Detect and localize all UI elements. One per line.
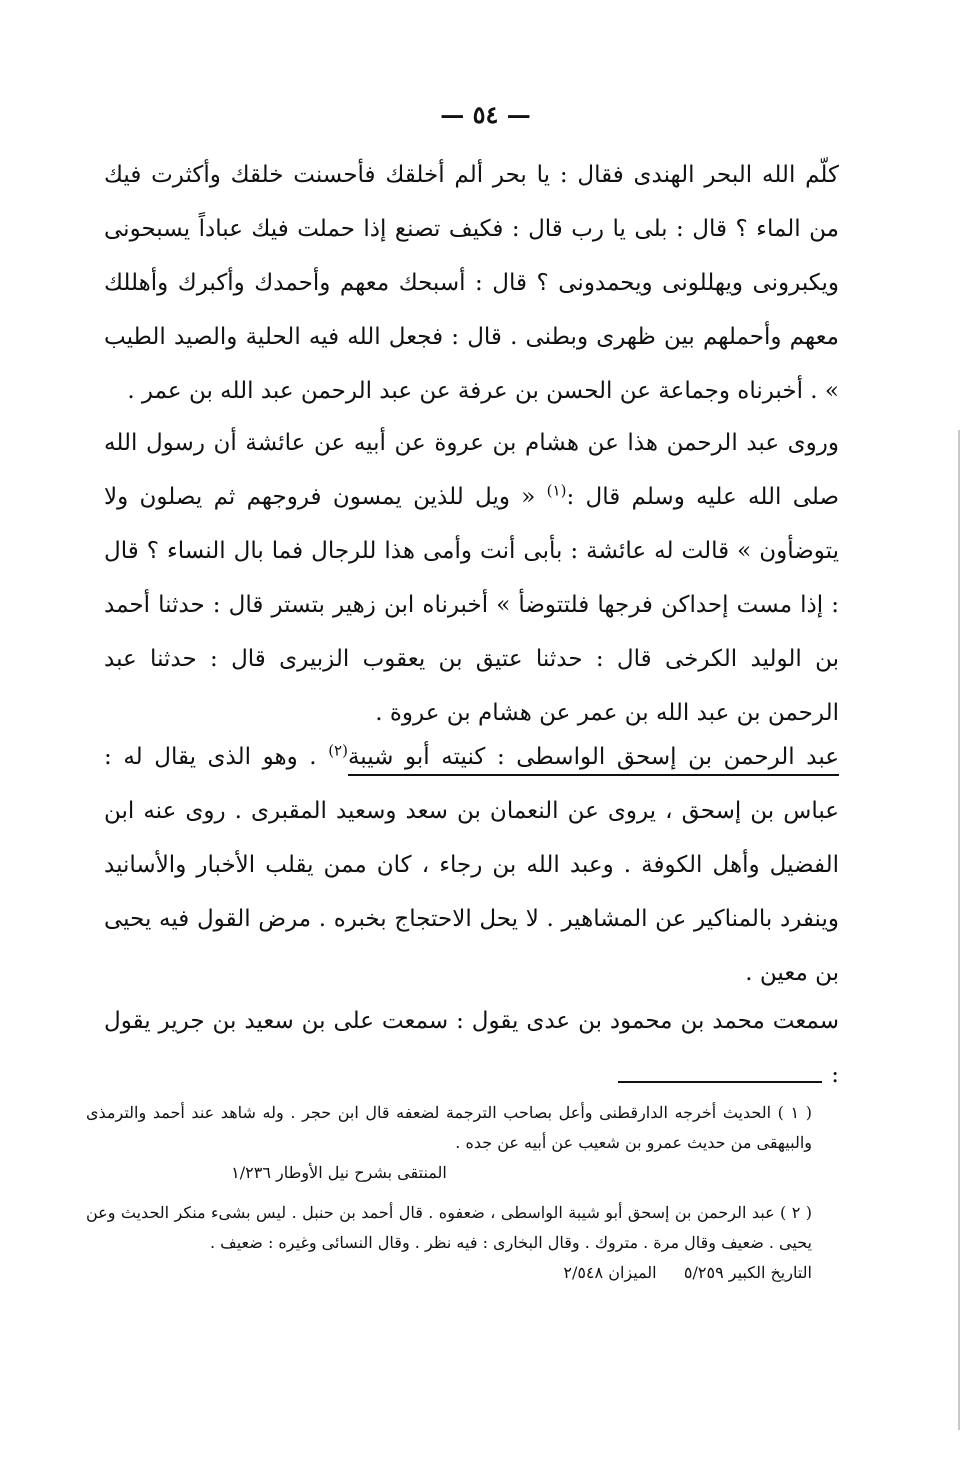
paragraph-aisha-hadith bbox=[104, 416, 839, 740]
footnotes bbox=[86, 1098, 812, 1288]
biography-entry bbox=[104, 730, 839, 1000]
footnote-ref-2: (٢) bbox=[328, 741, 348, 760]
paragraph-sea-hadith bbox=[104, 148, 839, 418]
entry-body bbox=[104, 730, 839, 1000]
paragraph-text-before-ref: وروى عبد الرحمن هذا عن هشام بن عروة عن أبيه عن عائشة أن رسول الله صلى الله عليه وسلم قال : bbox=[104, 430, 840, 510]
footnote-separator bbox=[618, 1081, 822, 1083]
footnote-ref-1: (١) bbox=[546, 481, 567, 500]
footnote-2-reference-a: التاريخ الكبير ٥/٢٥٩ bbox=[683, 1263, 812, 1282]
footnote-2-references bbox=[86, 1258, 812, 1288]
paragraph-isnad bbox=[104, 994, 839, 1102]
footnote-2-reference-b: الميزان ٢/٥٤٨ bbox=[563, 1263, 657, 1282]
paragraph-text: كلّم الله البحر الهندى فقال : يا بحر ألم أخلقك فأحسنت خلقك وأكثرت فيك من الماء ؟ قال : بلى يا رب قال : فكيف تصنع إذا حملت فيك عباداً يسبحونى ويكبرونى ويهللونى ويحمدونى ؟ قال : أسبحك معهم وأحمدك وأكبرك وأهللك معهم وأحملهم بين ظهرى وبطنى . قال : فجعل الله فيه الحلية والصيد الطيب » . أخبرناه وجماعة عن الحسن بن عرفة عن عبد الرحمن عبد الله بن عمر . bbox=[104, 162, 839, 404]
reference-spacer bbox=[669, 1263, 684, 1282]
footnote-1-text: ( ١ ) الحديث أخرجه الدارقطنى وأعل بصاحب الترجمة لضعفه قال ابن حجر . وله شاهد عند أحمد والترمذى والبيهقى من حديث عمرو بن شعيب عن أبيه عن جده . bbox=[86, 1103, 813, 1152]
paragraph-text: سمعت محمد بن محمود بن عدى يقول : سمعت على بن سعيد بن جرير يقول : bbox=[104, 1008, 839, 1088]
paragraph-text-after-ref: « ويل للذين يمسون فروجهم ثم يصلون ولا يتوضأون » قالت له عائشة : بأبى أنت وأمى هذا للرجال فما بال النساء ؟ قال : إذا مست إحداكن فرجها فلتتوضأ » أخبرناه ابن زهير بتستر قال : حدثنا أحمد بن الوليد الكرخى قال : حدثنا عتيق بن يعقوب الزبيرى قال : حدثنا عبد الرحمن بن عبد الله بن عمر عن هشام بن عروة . bbox=[104, 484, 839, 726]
entry-heading: عبد الرحمن بن إسحق الواسطى : كنيته أبو شيبة bbox=[347, 744, 839, 770]
entry-text: . وهو الذى يقال له : عباس بن إسحق ، يروى عن النعمان بن سعد وسعيد المقبرى . روى عنه ابن الفضيل وأهل الكوفة . وعبد الله بن رجاء ، كان ممن يقلب الأخبار والأسانيد وينفرد بالمناكير عن المشاهير . لا يحل الاحتجاج بخبره . مرض القول فيه يحيى بن معين . bbox=[104, 744, 839, 986]
page-number: — ٥٤ — bbox=[440, 100, 531, 129]
scan-edge-line bbox=[958, 430, 960, 1430]
footnote-1-reference: المنتقى بشرح نيل الأوطار ١/٢٣٦ bbox=[231, 1163, 447, 1182]
paragraph-body bbox=[104, 416, 839, 740]
footnote-2-text: ( ٢ ) عبد الرحمن بن إسحق أبو شيبة الواسطى ، ضعفوه . قال أحمد بن حنبل . ليس بشىء منكر الحديث وعن يحيى . ضعيف وقال مرة . متروك . وقال البخارى : فيه نظر . وقال النسائى وغيره : ضعيف . bbox=[86, 1203, 813, 1252]
